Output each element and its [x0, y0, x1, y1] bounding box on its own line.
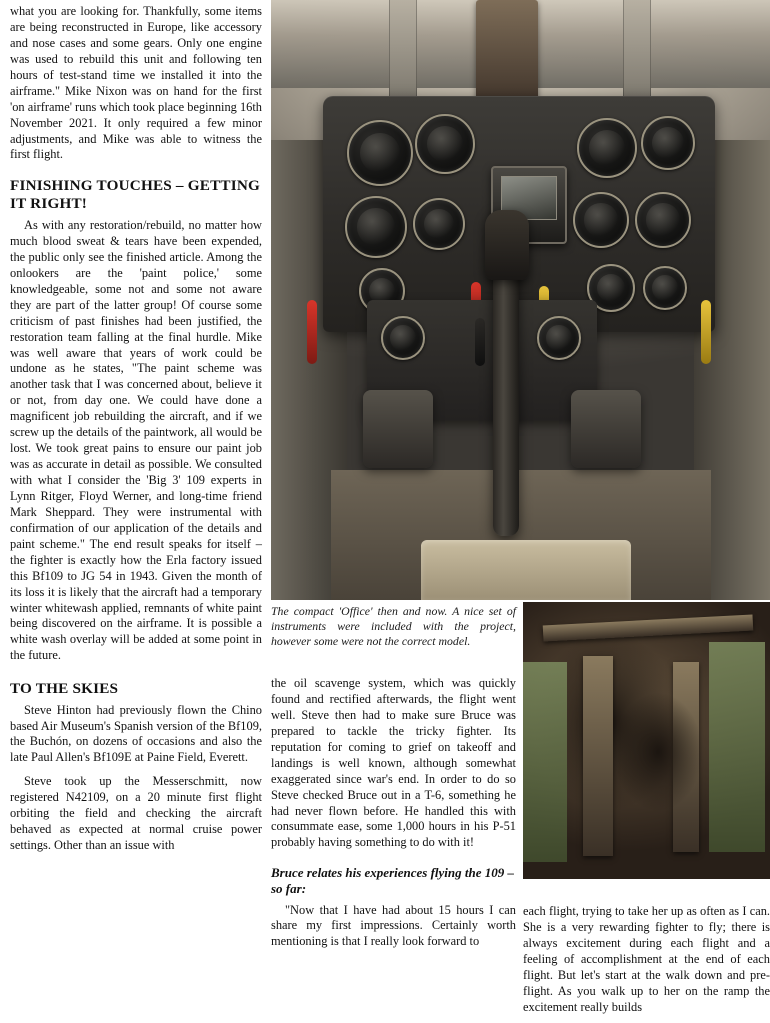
cockpit-photo-restored	[271, 0, 770, 600]
left-text-column	[10, 4, 262, 1019]
instrument-dial	[381, 316, 425, 360]
instrument-dial	[635, 192, 691, 248]
photo-caption: The compact 'Office' then and now. A nice set of instruments were included with the project, however some were not the correct model.	[271, 604, 516, 648]
instrument-dial	[415, 114, 475, 174]
subheading-bruce-relates: Bruce relates his experiences flying the 109 – so far:	[271, 865, 515, 896]
paragraph: As with any restoration/rebuild, no matter how much blood sweat & tears have been expended, the public only see the finished article. Among the onlookers are the 'paint police,' some knowledgeable, some not and some not aware they are part of the latter group! Of course some criticism of past finishes had been justified, the restoration team falling at the final hurdle. Mike was well aware that years of work could be undone as he states, "The paint scheme was another task that I was concerned about, believe it or not, from day one. We could have done a magnificent job rebuilding the aircraft, and if we screw up the details of the paintwork, all would be lost. We took great pains to ensure our paint job was as accurate in detail as possible. We consulted with what I consider the 'Big 3' 109 experts in Lynn Ritger, Floyd Werner, and long-time friend Mark Sheppard. They were instrumental with confirmation of our application of the details and paint scheme." The end result speaks for itself – the fighter is exactly how the Erla factory issued this Bf109 to JG 54 in 1943. Given the month of its loss it is likely that the aircraft had a temporary winter whitewash applied, remnants of white paint being discovered on the airframe. It is possible a white wash overlay will be added at some point in the future.	[10, 218, 262, 663]
corroded-panel	[523, 662, 567, 862]
sidewall-lever-yellow	[701, 300, 711, 364]
paragraph: "Now that I have had about 15 hours I can share my first impressions. Certainly worth mentioning is that I really look forward to	[271, 902, 516, 949]
instrument-dial	[537, 316, 581, 360]
right-text-column	[523, 904, 770, 1016]
paragraph: what you are looking for. Thankfully, some items are being reconstructed in Europe, like accessory and nose cases and some gears. Only one engine was used to rebuild this unit and following ten hours of test-stand time we installed it into the airframe." Mike Nixon was on hand for the first 'on airframe' runs which took place beginning 16th November 2021. It only required a few minor adjustments, and Mike was able to witness the first flight.	[10, 4, 262, 162]
section-heading-finishing-touches: FINISHING TOUCHES – GETTING IT RIGHT!	[10, 177, 261, 212]
rudder-pedal-right	[571, 390, 641, 468]
corroded-panel	[709, 642, 765, 852]
instrument-dial	[577, 118, 637, 178]
structural-frame	[583, 656, 613, 856]
instrument-dial	[413, 198, 465, 250]
instrument-dial	[345, 196, 407, 258]
control-stick	[493, 236, 519, 536]
paragraph: Steve Hinton had previously flown the Chino based Air Museum's Spanish version of the Bf109, the Buchón, on dozens of occasions and also the late Paul Allen's Bf109E at Paine Field, Everett.	[10, 702, 262, 765]
paragraph: Steve took up the Messerschmitt, now registered N42109, on a 20 minute first flight orbiting the field and checking the aircraft behaved as expected at normal cruise power settings. Other than an issue with	[10, 774, 262, 853]
paragraph: the oil scavenge system, which was quickly found and rectified afterwards, the flight went well. Steve then had to make sure Bruce was prepared to tackle the tricky fighter. Its reputation for coming to grief on takeoff and landings is well known, although somewhat exaggerated since war's end. In order to do so Steve checked Bruce out in a T-6, something he had never flown before. He handled this with consummate ease, some 1,000 hours in his P-51 probably having something to do with it!	[271, 676, 516, 850]
control-lever	[475, 318, 485, 366]
control-stick-grip	[485, 210, 529, 280]
instrument-dial	[641, 116, 695, 170]
shadow-area	[613, 692, 703, 812]
paragraph: each flight, trying to take her up as often as I can. She is a very rewarding fighter to fly; there is always excitement during each flight and a feeling of accomplishment at the end of each flight. But let's start at the walk down and pre-flight. As you walk up to her on the ramp the excitement really builds	[523, 904, 770, 1014]
rudder-pedal-left	[363, 390, 433, 468]
cockpit-photo-wreck	[523, 602, 770, 879]
section-heading-to-the-skies: TO THE SKIES	[10, 680, 119, 698]
seat-cushion	[421, 540, 631, 600]
sidewall-lever-red	[307, 300, 317, 364]
instrument-dial	[573, 192, 629, 248]
instrument-dial	[643, 266, 687, 310]
middle-text-column	[271, 676, 516, 950]
instrument-dial	[347, 120, 413, 186]
